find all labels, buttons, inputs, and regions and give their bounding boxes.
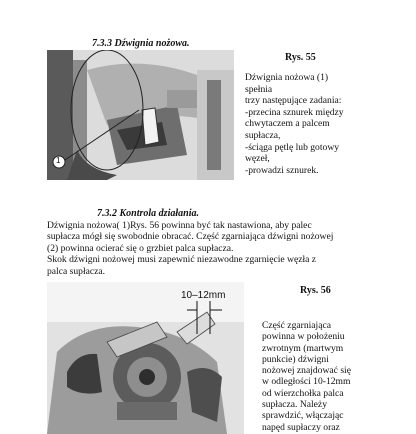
paragraph-line: palca supłacza. [47,265,106,277]
description-line: chwytaczem a palcem [245,118,330,130]
section-2-paragraph [47,220,333,277]
description-line: supłacza, [245,129,281,141]
figure-56-photo [47,282,244,434]
description-line: -prowadzi sznurek. [245,164,319,176]
paragraph-line: (2) powinna ocierać się o grzbiet palca supłacza. [47,242,234,254]
description-line: w odległości 10-12mm [262,376,351,388]
section-heading-knife-lever: 7.3.3 Dźwignia nożowa. [92,38,190,49]
description-line: sprawdzić, włączając [262,410,344,422]
paragraph-line: Skok dźwigni nożowej musi zapewnić niezawodne zgarnięcie węzła z [47,254,317,266]
figure-55-illustration [47,50,234,180]
figure-56-illustration [47,282,244,434]
description-line: zwrotnym (martwym [262,342,344,354]
figure-55-photo [47,50,234,180]
section-heading-function-check: 7.3.2 Kontrola działania. [97,208,199,219]
paragraph-line: supłacza mógł się swobodnie obracać. Część zgarniająca dźwigni nożowej [47,231,334,243]
description-line: powinna w położeniu [262,331,345,343]
description-line: od wierzchołka palca [262,387,344,399]
paragraph-line: Dźwignia nożowa( 1)Rys. 56 powinna być tak nastawiona, aby palec [47,220,312,231]
figure-56-label: Rys. 56 [300,285,331,296]
description-line: trzy następujące zadania: [245,95,342,107]
figure-55-description [245,72,344,176]
description-line: punkcie) dźwigni [262,353,329,365]
description-line: Dźwignia nożowa (1) [245,72,329,83]
description-line: nożowej znajdować się [262,365,351,377]
figure-56-description [262,320,351,433]
description-line: Część zgarniająca [262,320,331,331]
dimension-label: 10–12mm [181,290,226,301]
description-line: napęd supłaczy oraz [262,421,340,433]
figure-55-label: Rys. 55 [285,52,316,63]
description-line: węzeł, [245,153,270,165]
description-line: supłacza. Należy [262,399,327,411]
description-line: -przecina sznurek między [245,106,344,118]
description-line: -ściąga pętlę lub gotowy [245,141,340,153]
description-line: spełnia [245,83,273,95]
callout-number: 1 [56,156,61,165]
